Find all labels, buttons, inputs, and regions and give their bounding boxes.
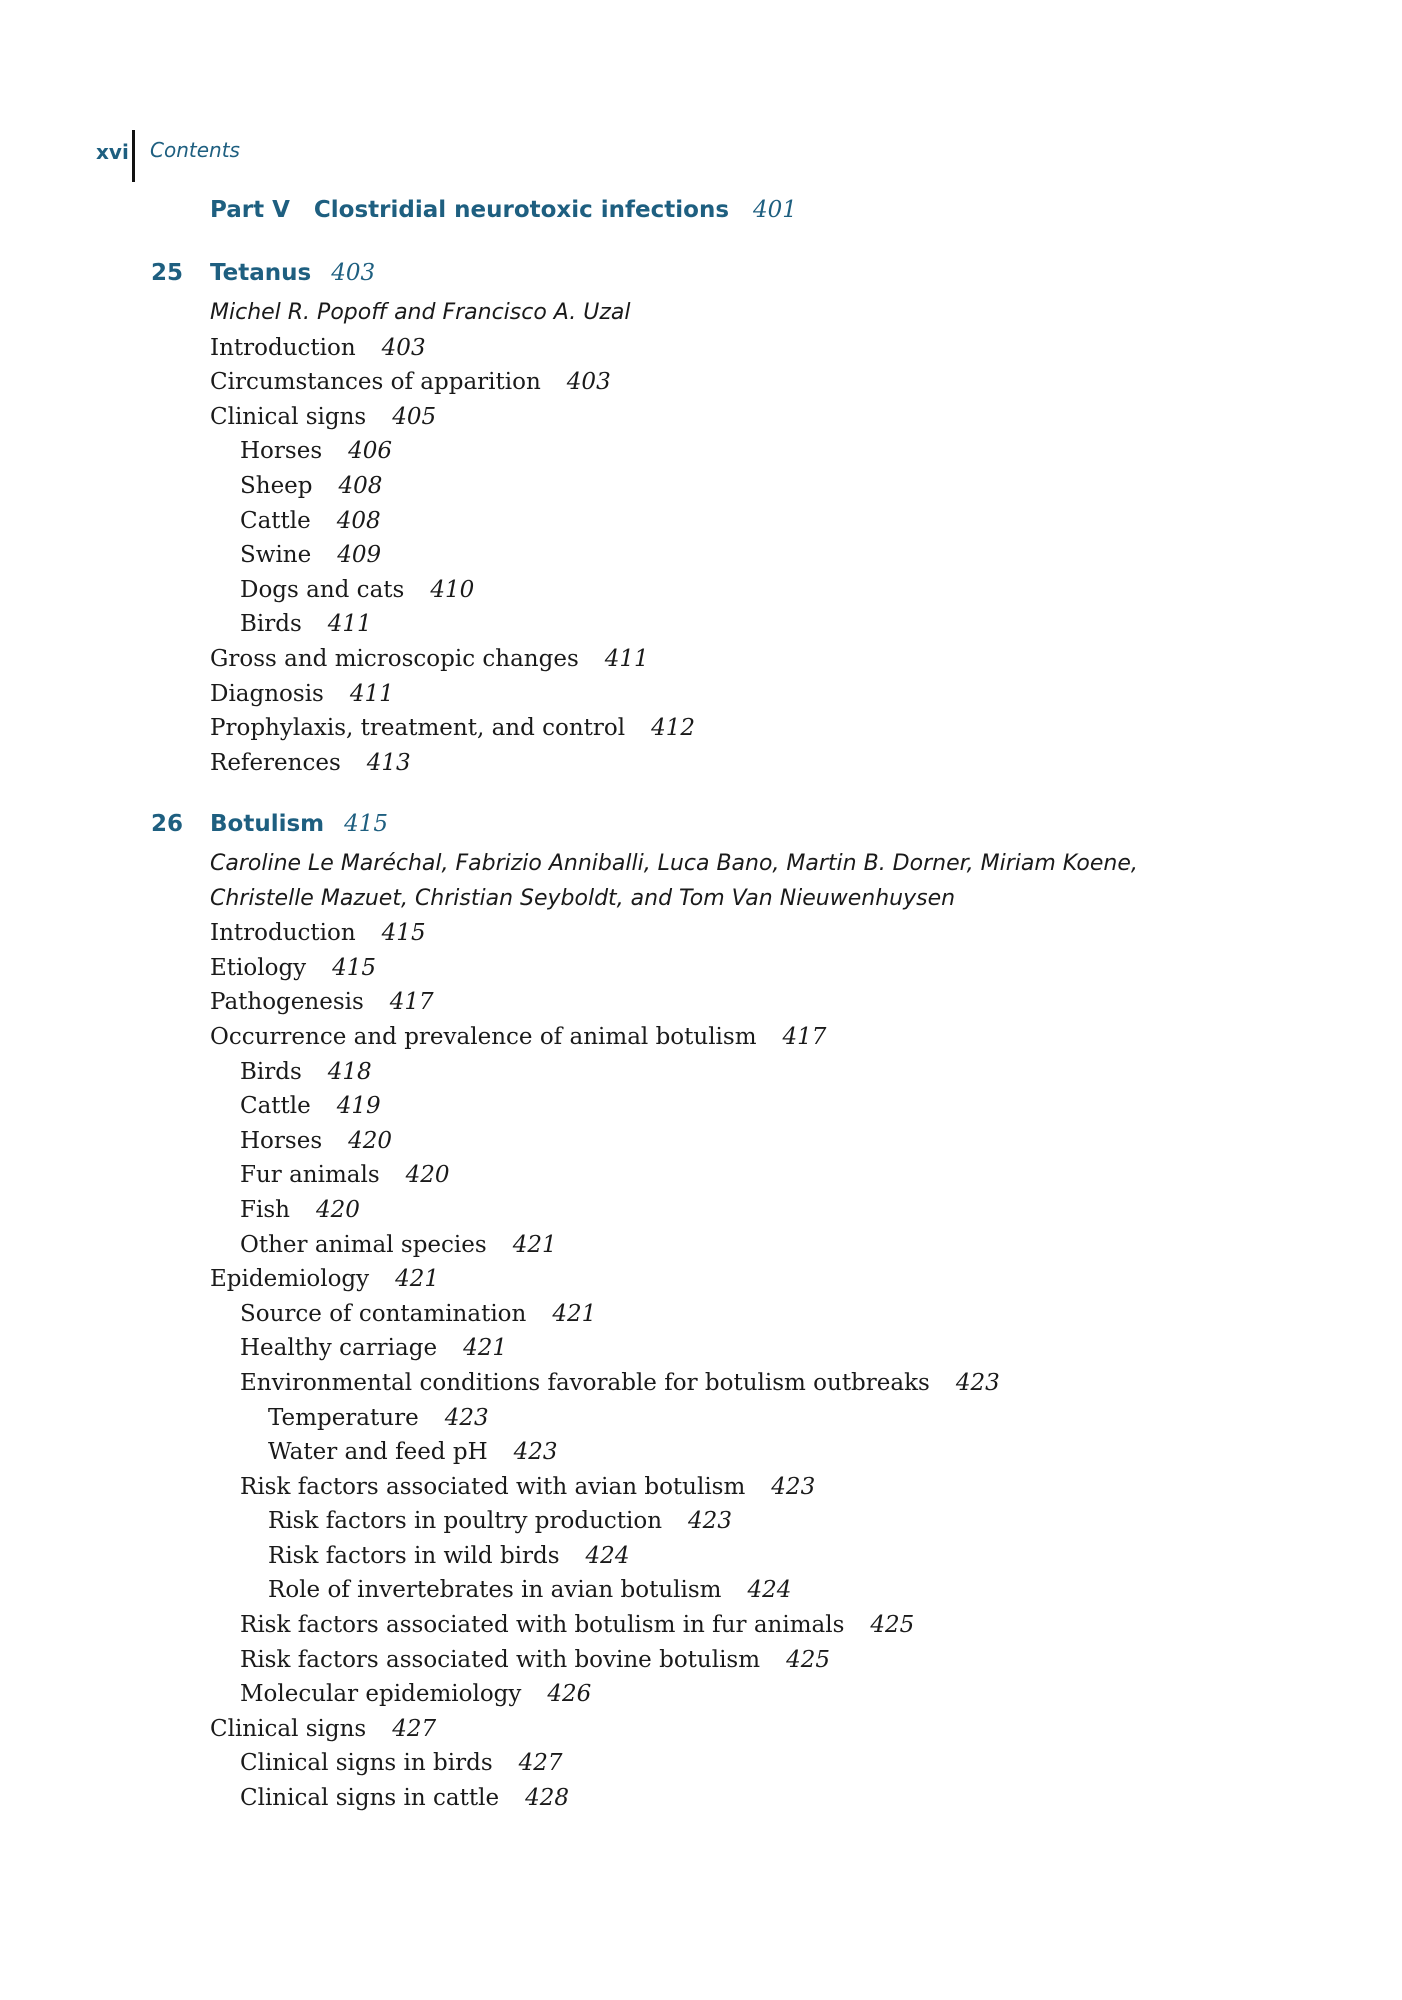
toc-entry[interactable] (0, 1435, 1402, 1470)
toc-entry-title: Role of invertebrates in avian botulism (268, 1577, 722, 1604)
toc-entry-title: Environmental conditions favorable for botulism outbreaks (240, 1369, 930, 1396)
toc-entry[interactable] (0, 1677, 1402, 1712)
toc-entry-title: Fur animals (240, 1162, 380, 1189)
toc-entry-title: Risk factors associated with bovine botulism (240, 1646, 761, 1673)
toc-entry-title: Gross and microscopic changes (210, 645, 579, 672)
toc-entry-page: 412 (651, 715, 696, 742)
toc-entry[interactable] (0, 1366, 1402, 1401)
toc-entry-title: Cattle (240, 507, 311, 534)
toc-entry-page: 413 (366, 749, 411, 776)
toc-entry[interactable] (0, 1055, 1402, 1090)
chapter-heading (0, 811, 1402, 847)
toc-entry-title: Water and feed pH (268, 1439, 488, 1466)
toc-entry[interactable] (0, 1262, 1402, 1297)
toc-entry-title: Occurrence and prevalence of animal botulism (210, 1023, 757, 1050)
toc-entry-title: Horses (240, 438, 323, 465)
toc-entry[interactable] (0, 1504, 1402, 1539)
toc-entry[interactable] (0, 1228, 1402, 1263)
toc-entry[interactable] (0, 400, 1402, 435)
toc-entry-title: Clinical signs (210, 1715, 367, 1742)
toc-entry-page: 411 (349, 680, 394, 707)
toc-entry-page: 423 (688, 1508, 732, 1535)
toc-entry-page: 411 (327, 611, 372, 638)
toc-entry-page: 415 (332, 954, 377, 981)
toc-entry-page: 424 (747, 1577, 792, 1604)
toc-entry[interactable] (0, 1089, 1402, 1124)
toc-entry-title: Horses (240, 1127, 323, 1154)
part-page: 401 (753, 197, 797, 223)
toc-entry-title: Clinical signs in birds (240, 1750, 493, 1777)
toc-entry-page: 420 (315, 1196, 360, 1223)
toc-entry-page: 408 (338, 472, 383, 499)
toc-entry[interactable] (0, 1331, 1402, 1366)
toc-entry[interactable] (0, 538, 1402, 573)
toc-entry-page: 423 (955, 1369, 1000, 1396)
toc-entry[interactable] (0, 1193, 1402, 1228)
toc-entry-page: 425 (786, 1646, 830, 1673)
toc-entry[interactable] (0, 469, 1402, 504)
toc-entry-title: Cattle (240, 1093, 311, 1120)
toc-entry-page: 420 (405, 1162, 450, 1189)
toc-entry[interactable] (0, 711, 1402, 746)
toc-entry-title: Risk factors in wild birds (268, 1542, 560, 1569)
toc-entry-title: Risk factors associated with botulism in fur animals (240, 1612, 845, 1639)
toc-entry-title: Pathogenesis (210, 989, 364, 1016)
toc-entry[interactable] (0, 1020, 1402, 1055)
toc-entry-title: Introduction (210, 334, 356, 361)
toc-entry-page: 427 (392, 1715, 437, 1742)
toc-entry[interactable] (0, 1158, 1402, 1193)
toc-entry-title: Source of contamination (240, 1300, 527, 1327)
chapter-title-link[interactable] (210, 811, 388, 837)
chapter-26 (0, 811, 1402, 1816)
toc-entry-title: Other animal species (240, 1231, 487, 1258)
toc-entry-page: 405 (392, 403, 437, 430)
toc-entry-page: 427 (518, 1750, 563, 1777)
toc-entry-title: Birds (240, 1058, 302, 1085)
toc-entry-page: 409 (337, 542, 382, 569)
toc-entry-title: References (210, 749, 341, 776)
toc-entry[interactable] (0, 504, 1402, 539)
toc-entry[interactable] (0, 1573, 1402, 1608)
running-title: Contents (150, 138, 240, 162)
toc-entry-page: 420 (348, 1127, 393, 1154)
toc-entry-title: Etiology (210, 954, 307, 981)
toc-entry[interactable] (0, 1746, 1402, 1781)
toc-entry-title: Dogs and cats (240, 576, 405, 603)
toc-entry-title: Circumstances of apparition (210, 369, 541, 396)
toc-entry[interactable] (0, 331, 1402, 366)
toc-entry-title: Clinical signs (210, 403, 367, 430)
toc-entry-page: 403 (566, 369, 611, 396)
toc-entry-page: 403 (381, 334, 426, 361)
toc-entry[interactable] (0, 1643, 1402, 1678)
toc-entry-title: Sheep (240, 472, 313, 499)
toc-entry-title: Fish (240, 1196, 290, 1223)
toc-entry-page: 424 (585, 1542, 630, 1569)
toc-entry-page: 423 (513, 1439, 558, 1466)
toc-entry-page: 426 (547, 1681, 592, 1708)
toc-entry[interactable] (0, 1401, 1402, 1436)
chapter-number: 25 (151, 260, 184, 286)
toc-entry[interactable] (0, 1608, 1402, 1643)
chapter-authors: Michel R. Popoff and Francisco A. Uzal (210, 300, 631, 325)
toc-entry-page: 415 (381, 920, 426, 947)
toc-entry-title: Molecular epidemiology (240, 1681, 522, 1708)
toc-entry[interactable] (0, 1712, 1402, 1747)
toc-entry[interactable] (0, 1781, 1402, 1816)
toc-entry-page: 411 (604, 645, 649, 672)
chapter-25 (0, 260, 1402, 780)
toc-entries (0, 916, 1402, 1815)
toc-entry-title: Risk factors associated with avian botulism (240, 1473, 746, 1500)
toc-entry-title: Risk factors in poultry production (268, 1508, 663, 1535)
toc-entry[interactable] (0, 1470, 1402, 1505)
toc-entry-page: 417 (389, 989, 434, 1016)
toc-entry[interactable] (0, 985, 1402, 1020)
toc-entry[interactable] (0, 916, 1402, 951)
toc-entry-title: Temperature (268, 1404, 419, 1431)
toc-entry[interactable] (0, 746, 1402, 781)
toc-entry-page: 421 (512, 1231, 557, 1258)
toc-entry-page: 421 (463, 1335, 507, 1362)
chapter-page: 415 (344, 811, 389, 837)
header-rule (132, 130, 135, 182)
toc-entry-title: Prophylaxis, treatment, and control (210, 715, 626, 742)
chapter-page: 403 (331, 260, 376, 286)
chapter-title: Tetanus (210, 260, 312, 286)
chapter-title-link[interactable] (210, 260, 375, 286)
toc-entry[interactable] (0, 1539, 1402, 1574)
toc-entry-page: 425 (870, 1612, 915, 1639)
toc-entry[interactable] (0, 573, 1402, 608)
toc-entry-page: 421 (552, 1300, 597, 1327)
toc-entry[interactable] (0, 642, 1402, 677)
part-label: Part V (210, 197, 290, 223)
part-title: Clostridial neurotoxic infections (313, 197, 730, 223)
toc-entry-title: Introduction (210, 920, 356, 947)
toc-entry[interactable] (0, 365, 1402, 400)
toc-entry-page: 410 (430, 576, 475, 603)
chapter-number: 26 (151, 811, 184, 837)
toc-entry-title: Birds (240, 611, 302, 638)
toc-entry-page: 423 (771, 1473, 816, 1500)
page-number: xvi (96, 140, 129, 164)
toc-entry-page: 406 (348, 438, 393, 465)
toc-entry-title: Healthy carriage (240, 1335, 438, 1362)
toc-entries (0, 331, 1402, 781)
toc-entry-title: Diagnosis (210, 680, 324, 707)
toc-entry-title: Clinical signs in cattle (240, 1785, 500, 1812)
toc-entry-title: Swine (240, 542, 312, 569)
toc-entry[interactable] (0, 677, 1402, 712)
toc-entry-page: 421 (395, 1266, 440, 1293)
chapter-title: Botulism (210, 811, 325, 837)
toc-entry[interactable] (0, 951, 1402, 986)
toc-entry-page: 428 (525, 1785, 569, 1812)
toc-entry-page: 417 (782, 1023, 827, 1050)
toc-entry-page: 418 (327, 1058, 372, 1085)
chapter-authors: Caroline Le Maréchal, Fabrizio Anniballi, Luca Bano, Martin B. Dorner, Miriam Koene, Christelle Mazuet, Christian Seyboldt, and Tom Van Nieuwenhuysen (210, 851, 1138, 911)
part-heading (210, 197, 797, 223)
chapter-heading (0, 260, 1402, 296)
toc-entry[interactable] (0, 434, 1402, 469)
toc-entry[interactable] (0, 1124, 1402, 1159)
toc-entry-title: Epidemiology (210, 1266, 370, 1293)
toc-entry-page: 423 (444, 1404, 489, 1431)
toc-entry[interactable] (0, 607, 1402, 642)
toc-entry-page: 419 (336, 1093, 381, 1120)
toc-entry[interactable] (0, 1297, 1402, 1332)
toc-entry-page: 408 (336, 507, 381, 534)
